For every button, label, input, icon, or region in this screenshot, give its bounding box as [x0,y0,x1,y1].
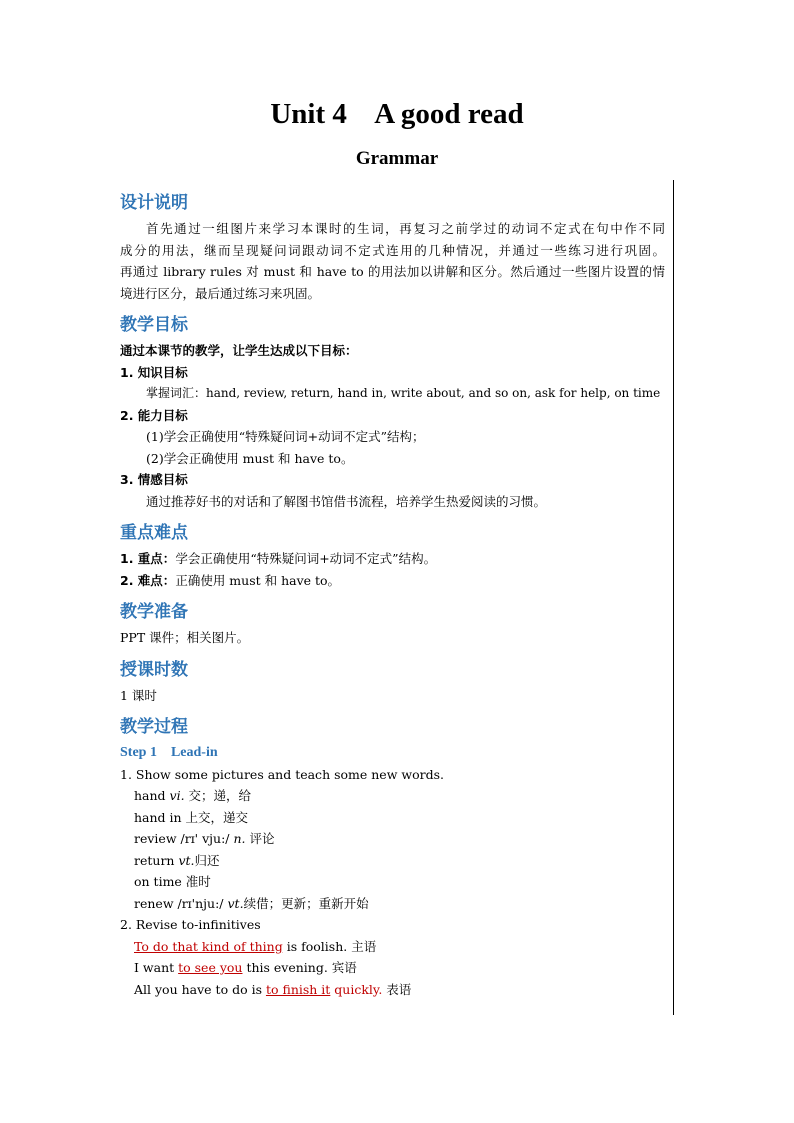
design-line-4: 境进行区分，最后通过练习来巩固。 [120,285,321,301]
goals-ability-2: (2)学会正确使用 must 和 have to。 [146,450,354,466]
vocab-item: hand in 上交，递交 [134,809,249,825]
section-heading-key: 重点难点 [120,523,188,543]
example-subject: To do that kind of thing is foolish. 主语 [134,938,377,954]
process-item-2: 2. Revise to-infinitives [120,917,261,932]
design-line-3: 再通过 library rules 对 must 和 have to 的用法加以讲解和区分。然后通过一些图片设置的情 [120,264,665,279]
section-heading-hours: 授课时数 [120,659,188,680]
process-item-1: 1. Show some pictures and teach some new words. [120,766,444,782]
example-predicative: All you have to do is to finish it quickly. 表语 [134,981,412,997]
vocab-item: review /rɪ' vju:/ n. 评论 [134,831,275,846]
goals-emotion: 通过推荐好书的对话和了解图书馆借书流程，培养学生热爱阅读的习惯。 [146,493,547,509]
goals-intro: 通过本课节的教学，让学生达成以下目标： [120,343,358,358]
goals-emotion-label: 3. 情感目标 [120,472,188,487]
section-heading-design: 设计说明 [120,193,188,213]
vocab-item: renew /rɪ'nju:/ vt.续借；更新；重新开始 [134,895,369,911]
hours-text: 1 课时 [120,687,157,703]
design-line-2: 成分的用法，继而呈现疑问词跟动词不定式连用的几种情况，并通过一些练习进行巩固。 [120,242,665,258]
prep-text: PPT 课件；相关图片。 [120,630,250,645]
goals-knowledge: 掌握词汇：hand, review, return, hand in, write about, and so on, ask for help, on time [146,386,661,400]
vocab-item: hand vi. 交；递，给 [134,788,252,803]
key-point-1: 1. 重点：学会正确使用“特殊疑问词+动词不定式”结构。 [120,551,437,566]
page-subtitle: Grammar [355,148,439,169]
example-object: I want to see you this evening. 宾语 [134,960,357,975]
goals-ability-label: 2. 能力目标 [120,407,188,423]
section-heading-process: 教学过程 [120,717,188,737]
vocab-item: return vt.归还 [134,852,220,868]
section-heading-goals: 教学目标 [120,315,188,335]
goals-knowledge-label: 1. 知识目标 [120,364,188,380]
vocab-item: on time 准时 [134,874,211,889]
design-line-1: 首先通过一组图片来学习本课时的生词，再复习之前学过的动词不定式在句中作不同 [146,221,665,236]
goals-ability-1: (1)学会正确使用“特殊疑问词+动词不定式”结构； [146,429,425,444]
right-margin-rule [673,180,674,1015]
lesson-content [120,188,665,1000]
step-1-heading: Step 1 Lead-in [120,745,218,760]
key-point-2: 2. 难点：正确使用 must 和 have to。 [120,572,341,588]
section-heading-prep: 教学准备 [120,602,188,622]
page-title: Unit 4 A good read [270,98,524,130]
